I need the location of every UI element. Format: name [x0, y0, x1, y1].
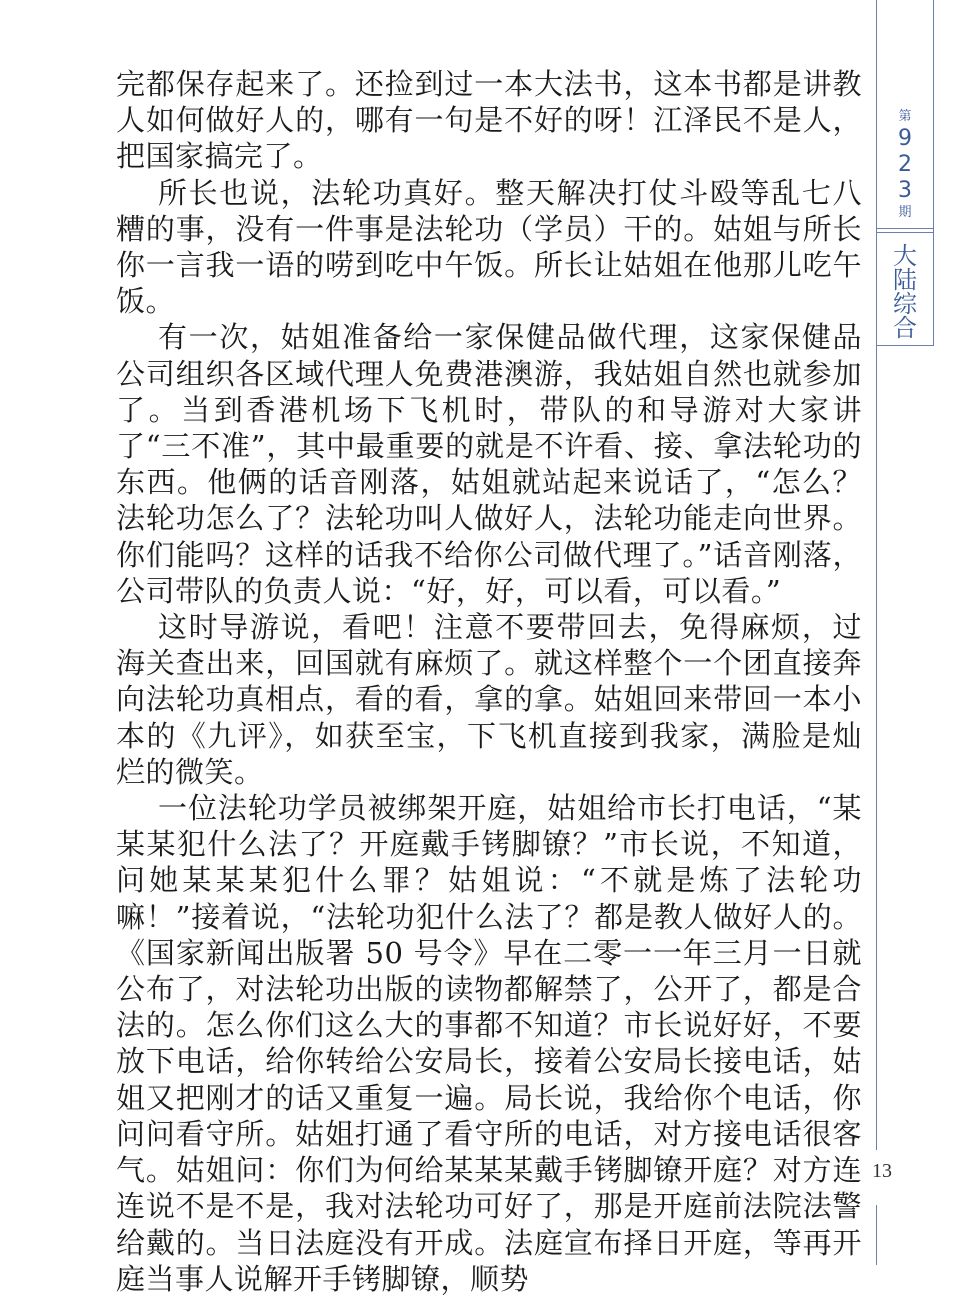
sidebar-box-right-edge	[933, 0, 934, 345]
sidebar-divider	[876, 228, 934, 229]
issue-digit: 3	[898, 178, 912, 203]
sidebar-vertical-rule-bottom	[876, 1205, 877, 1265]
issue-digit: 9	[898, 126, 912, 151]
issue-digit: 2	[898, 152, 912, 177]
section-title	[878, 244, 932, 340]
page-number: 13	[872, 1160, 892, 1182]
article-body	[116, 66, 862, 1297]
issue-suffix: 期	[898, 205, 912, 220]
section-char: 大	[893, 242, 917, 270]
issue-number-label	[878, 108, 932, 222]
paragraph: 一位法轮功学员被绑架开庭，姑姐给市长打电话，“某某某犯什么法了？开庭戴手铐脚镣？”市长说，不知道，问她某某某犯什么罪？姑姐说：“不就是炼了法轮功嘛！”接着说，“法轮功犯什么法了？都是教人做好人的。《国家新闻出版署 50 号令》早在二零一一年三月一日就公布了，对法轮功出版的读物都解禁了，公开了，都是合法的。怎么你们这么大的事都不知道？市长说好好，不要放下电话，给你转给公安局长，接着公安局长接电话，姑姐又把刚才的话又重复一遍。局长说，我给你个电话，你问问看守所。姑姐打通了看守所的电话，对方接电话很客气。姑姐问：你们为何给某某某戴手铐脚镣开庭？对方连连说不是不是，我对法轮功可好了，那是开庭前法院法警给戴的。当日法庭没有开成。法庭宣布择日开庭，等再开庭当事人说解开手铐脚镣，顺势	[116, 791, 862, 1296]
paragraph: 这时导游说，看吧！注意不要带回去，免得麻烦，过海关查出来，回国就有麻烦了。就这样整个一个团直接奔向法轮功真相点，看的看，拿的拿。姑姐回来带回一本小本的《九评》，如获至宝，下飞机直接到我家，满脸是灿烂的微笑。	[116, 610, 862, 789]
section-char: 陆	[893, 266, 917, 294]
paragraph: 有一次，姑姐准备给一家保健品做代理，这家保健品公司组织各区域代理人免费港澳游，我姑姐自然也就参加了。当到香港机场下飞机时，带队的和导游对大家讲了“三不准”，其中最重要的就是不许看、接、拿法轮功的东西。他俩的话音刚落，姑姐就站起来说话了，“怎么？法轮功怎么了？法轮功叫人做好人，法轮功能走向世界。你们能吗？这样的话我不给你公司做代理了。”话音刚落，公司带队的负责人说：“好，好，可以看，可以看。”	[116, 320, 862, 608]
section-char: 合	[893, 314, 917, 342]
issue-prefix: 第	[898, 109, 912, 124]
section-char: 综	[893, 290, 917, 318]
sidebar-box-bottom	[876, 345, 934, 346]
paragraph: 完都保存起来了。还捡到过一本大法书，这本书都是讲教人如何做好人的，哪有一句是不好的呀！江泽民不是人，把国家搞完了。	[116, 67, 862, 174]
sidebar-vertical-rule	[876, 0, 877, 1150]
sidebar-divider-double	[876, 232, 934, 233]
paragraph: 所长也说，法轮功真好。整天解决打仗斗殴等乱七八糟的事，没有一件事是法轮功（学员）干的。姑姐与所长你一言我一语的唠到吃中午饭。所长让姑姐在他那儿吃午饭。	[116, 175, 862, 319]
